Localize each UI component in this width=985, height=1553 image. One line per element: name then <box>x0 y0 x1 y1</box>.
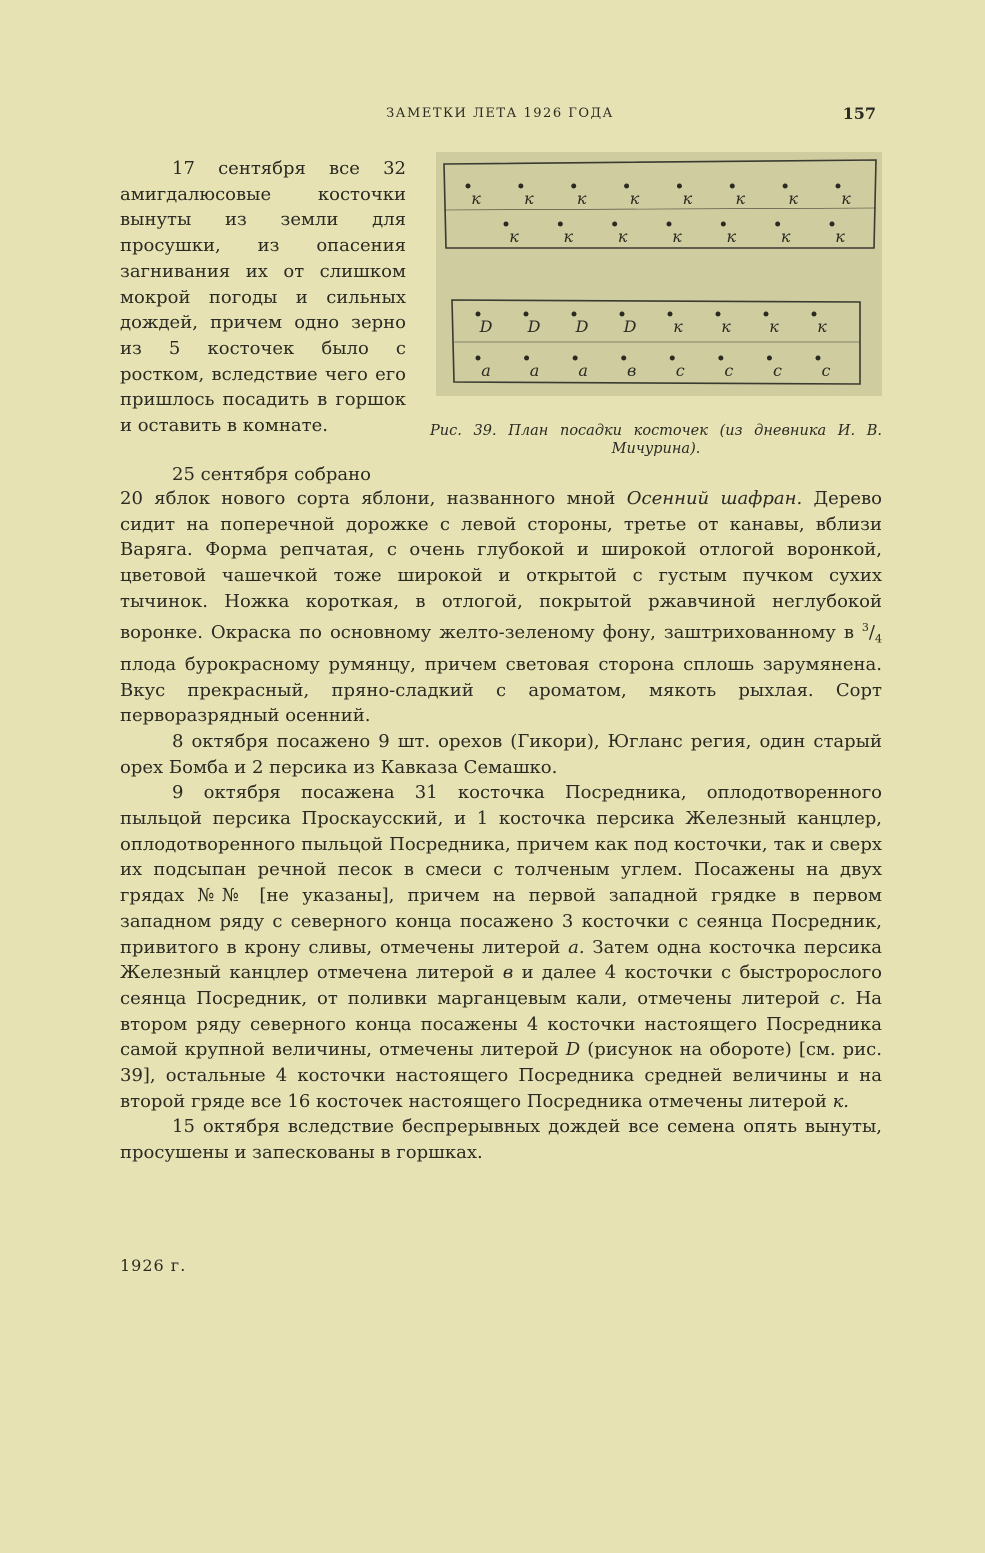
seed-label: к <box>617 227 628 246</box>
paragraph-text: и далее 4 косточки с быстророслого сеянца Посредник, от поливки марганцевым кали, отмечены литерой <box>120 962 882 1009</box>
seed-label: с <box>675 361 685 380</box>
planting-plan-drawing <box>436 152 882 396</box>
seed-dot <box>667 222 672 227</box>
seed-label: к <box>780 227 791 246</box>
seed-label: к <box>841 189 851 208</box>
seed-dot <box>524 356 529 361</box>
fraction-denominator: 4 <box>875 632 882 646</box>
year-signature: 1926 г. <box>120 1256 187 1275</box>
seed-label: а <box>481 361 491 380</box>
seed-dot <box>571 184 576 189</box>
apple-variety-name: Осенний шафран. <box>626 488 803 509</box>
seed-dot <box>816 356 821 361</box>
seed-label: к <box>673 317 683 336</box>
seed-dot <box>721 222 726 227</box>
seed-label: D <box>527 317 541 336</box>
paragraph-text: плода бурокрасному румянцу, причем световая сторона сплошь зарумянена. Вкус прекрасный, пряно-сладкий с ароматом, мякоть рыхлая. Сорт перворазрядный осенний. <box>120 653 882 727</box>
seed-label: с <box>772 361 782 380</box>
seed-dot <box>775 222 780 227</box>
seed-label: к <box>471 189 481 208</box>
paragraph-text: На втором ряду северного конца посажены 4 косточки настоящего Посредника самой крупной величины, отмечены литерой <box>120 987 882 1061</box>
seed-label: к <box>576 189 587 208</box>
figure-caption-text: Рис. 39. План посадки косточек (из дневника И. В. Мичурина). <box>430 423 882 457</box>
seed-label: D <box>575 317 589 336</box>
seed-label: к <box>735 189 746 208</box>
paragraph-text: 9 октября посажена 31 косточка Посредника, оплодотворенного пыльцой персика Проскаусский, и 1 косточка персика Железный канцлер, оплодотворенного пыльцой Посредника, причем как под косточки, так и сверх их подсыпан речной песок в смеси с толченым углем. Посажены на двух грядах №№ [не указаны], причем на первой западной грядке в первом западном ряду с северного конца посажено 3 косточки с сеянца Посредник, привитого в крону сливы, отмечены литерой <box>120 782 882 958</box>
seed-label: к <box>563 227 574 246</box>
seed-label: к <box>682 189 693 208</box>
seed-label: к <box>509 227 519 246</box>
seed-label: к <box>726 227 737 246</box>
paragraph-text: (рисунок на обороте) [см. рис. 39], остальные 4 косточки настоящего Посредника средней величины и на второй гряде все 16 косточек настоящего Посредника отмечены литерой <box>120 1039 882 1112</box>
seed-dot <box>764 312 769 317</box>
paragraph-oct-15: 15 октября вследствие беспрерывных дождей все семена опять вынуты, просушены и запескованы в горшках. <box>120 1116 882 1164</box>
figure-caption <box>430 422 882 458</box>
fraction: $^3/_4$ <box>861 620 882 646</box>
seed-dot <box>718 356 723 361</box>
paragraph-sept-25-start: 25 сентября собрано <box>172 464 371 485</box>
seed-dot <box>812 312 817 317</box>
seed-label: к <box>524 189 534 208</box>
seed-dot <box>572 312 577 317</box>
seed-label: к <box>629 189 640 208</box>
seed-label: к <box>721 317 731 336</box>
seed-dot <box>668 312 673 317</box>
seed-dot <box>621 356 626 361</box>
seed-label: а <box>578 361 588 380</box>
seed-label: в <box>627 361 637 380</box>
seed-label: к <box>788 189 798 208</box>
letter-a: а. <box>568 936 585 958</box>
running-head <box>120 104 880 126</box>
paragraph-oct-9 <box>120 780 882 1114</box>
seed-dot <box>476 312 481 317</box>
seed-label: к <box>769 317 779 336</box>
seed-label: D <box>623 317 637 336</box>
page-number: 157 <box>842 104 876 123</box>
seed-label: а <box>529 361 540 380</box>
letter-b: в <box>502 962 514 984</box>
paragraph-text: Дерево сидит на поперечной дорожке с левой стороны, третье от канавы, вблизи Варяга. Форма репчатая, с очень глубокой и широкой отлогой воронкой, цветовой чашечкой тоже широкой и открытой с густым пучком сухих тычинок. Ножка короткая, в отлогой, покрытой ржавчиной неглубокой воронке. Окраска по основному желто-зеленому фону, заштрихованному в <box>120 488 882 643</box>
seed-dot <box>830 222 835 227</box>
planting-plan-figure <box>436 152 882 396</box>
seed-dot <box>466 184 471 189</box>
seed-label: D <box>479 317 493 336</box>
seed-dot <box>716 312 721 317</box>
fraction-numerator: 3 <box>861 620 869 634</box>
seed-dot <box>730 184 735 189</box>
seed-label: к <box>817 317 827 336</box>
running-title: ЗАМЕТКИ ЛЕТА 1926 ГОДА <box>386 106 614 121</box>
seed-dot <box>524 312 529 317</box>
paragraph-text: Затем одна косточка персика Железный канцлер отмечена литерой <box>120 936 882 984</box>
paragraph-sept-25 <box>120 486 882 729</box>
seed-dot <box>620 312 625 317</box>
main-text <box>120 486 882 1166</box>
seed-dot <box>677 184 682 189</box>
seed-dot <box>836 184 841 189</box>
seed-dot <box>612 222 617 227</box>
seed-dot <box>670 356 675 361</box>
seed-dot <box>767 356 772 361</box>
letter-d: D <box>565 1039 581 1061</box>
seed-dot <box>504 222 509 227</box>
seed-label: с <box>724 361 734 380</box>
seed-dot <box>476 356 481 361</box>
seed-dot <box>558 222 563 227</box>
seed-dot <box>573 356 578 361</box>
seed-label: к <box>672 227 682 246</box>
paragraph-sept-17: 17 сентября все 32 амигдалюсовые косточки вынуты из земли для просушки, из опасения загнивания их от слишком мокрой погоды и сильных дождей, причем одно зерно из 5 косточек было с ростком, вследствие чего его пришлось посадить в горшок и оставить в комнате. <box>120 158 406 437</box>
seed-label: к <box>835 227 845 246</box>
letter-c: с. <box>829 987 846 1009</box>
paragraph-oct-8: 8 октября посажено 9 шт. орехов (Гикори), Югланс регия, один старый орех Бомба и 2 персика из Кавказа Семашко. <box>120 730 882 778</box>
letter-k: к. <box>832 1090 850 1112</box>
paragraph-text: 20 яблок нового сорта яблони, названного мной <box>120 488 616 509</box>
seed-dot <box>783 184 788 189</box>
seed-label: с <box>821 361 831 380</box>
seed-dot <box>624 184 629 189</box>
seed-dot <box>518 184 523 189</box>
